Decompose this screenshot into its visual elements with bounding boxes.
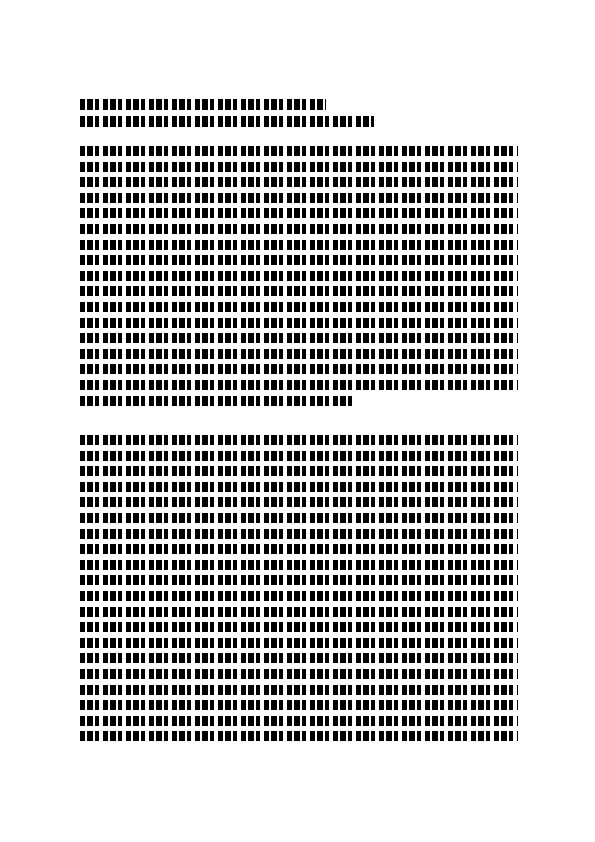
text-line: [80, 653, 518, 663]
text-line: [80, 208, 518, 218]
text-line: [80, 286, 518, 296]
text-line: [80, 380, 518, 390]
text-line: [80, 146, 518, 156]
text-line: [80, 497, 518, 507]
header-line-2: [80, 116, 374, 127]
text-line: [80, 396, 352, 406]
text-line: [80, 591, 518, 601]
text-line: [80, 482, 518, 492]
paragraph-1: [80, 146, 518, 411]
text-line: [80, 451, 518, 461]
text-line: [80, 271, 518, 281]
text-line: [80, 193, 518, 203]
text-line: [80, 544, 518, 554]
text-line: [80, 364, 518, 374]
text-line: [80, 575, 518, 585]
text-line: [80, 529, 518, 539]
text-line: [80, 669, 518, 679]
text-line: [80, 255, 518, 265]
paragraph-2: [80, 435, 518, 747]
text-line: [80, 240, 518, 250]
text-line: [80, 513, 518, 523]
text-line: [80, 700, 518, 710]
text-line: [80, 622, 518, 632]
text-line: [80, 349, 518, 359]
text-line: [80, 162, 518, 172]
text-line: [80, 731, 518, 741]
text-line: [80, 177, 518, 187]
text-line: [80, 607, 518, 617]
document-header: [80, 99, 520, 133]
text-line: [80, 466, 518, 476]
text-line: [80, 716, 518, 726]
text-line: [80, 560, 518, 570]
text-line: [80, 318, 518, 328]
text-line: [80, 333, 518, 343]
text-line: [80, 638, 518, 648]
header-line-1: [80, 99, 326, 110]
text-line: [80, 435, 518, 445]
text-line: [80, 224, 518, 234]
text-line: [80, 302, 518, 312]
text-line: [80, 685, 518, 695]
